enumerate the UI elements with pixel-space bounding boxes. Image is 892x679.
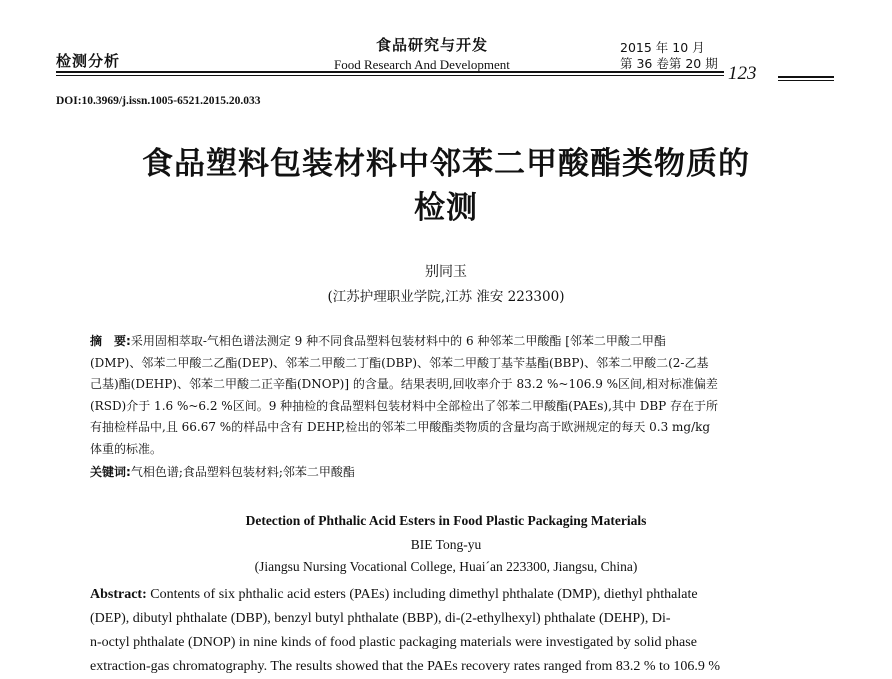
paper-title-en: Detection of Phthalic Acid Esters in Food Plastic Packaging Materials bbox=[245, 513, 647, 528]
abstract-en-line: extraction-gas chromatography. The results showed that the PAEs recovery rates ranged from 83.2 % to 106.9 % bbox=[90, 659, 721, 674]
abstract-cn-line: 体重的标准。 bbox=[90, 441, 163, 456]
issue-date: 2015 年 10 月 bbox=[620, 40, 705, 55]
issue-volume: 第 36 卷第 20 期 bbox=[620, 56, 718, 71]
doi: DOI:10.3969/j.issn.1005-6521.2015.20.033 bbox=[56, 95, 261, 107]
section-label: 检测分析 bbox=[56, 52, 121, 70]
author-en: BIE Tong-yu bbox=[410, 537, 482, 552]
paper-title-line1: 食品塑料包装材料中邻苯二甲酸酯类物质的 bbox=[142, 146, 750, 182]
abstract-en-line: n-octyl phthalate (DNOP) in nine kinds of food plastic packaging materials were investigated by solid phase bbox=[90, 635, 697, 650]
abstract-cn-line: 己基)酯(DEHP)、邻苯二甲酸二正辛酯(DNOP)] 的含量。结果表明,回收率介于 83.2 %~106.9 %区间,相对标准偏差 bbox=[90, 377, 718, 391]
page-number-rule bbox=[778, 76, 834, 78]
abstract-en-label: Abstract: bbox=[90, 587, 147, 602]
paper-title bbox=[40, 142, 852, 230]
page-number-rule-thin bbox=[778, 80, 834, 81]
abstract-cn bbox=[90, 331, 796, 460]
abstract-cn-line: (RSD)介于 1.6 %~6.2 %区间。9 种抽检的食品塑料包装材料中全部检出了邻苯二甲酸酯(PAEs),其中 DBP 存在于所 bbox=[90, 398, 719, 413]
paper-title-line2: 检测 bbox=[414, 190, 478, 226]
abstract-en bbox=[90, 583, 782, 679]
journal-name-en: Food Research And Development bbox=[334, 57, 510, 72]
abstract-en-line: Abstract: Contents of six phthalic acid esters (PAEs) including dimethyl phthalate (DMP), diethyl phthalate bbox=[90, 587, 698, 602]
affiliation-en: (Jiangsu Nursing Vocational College, Huai´an 223300, Jiangsu, China) bbox=[254, 559, 638, 574]
affiliation-cn: (江苏护理职业学院,江苏 淮安 223300) bbox=[327, 289, 565, 305]
abstract-cn-line: 摘 要:采用固相萃取-气相色谱法测定 9 种不同食品塑料包装材料中的 6 种邻苯二甲酸酯 [邻苯二甲酸二甲酯 bbox=[90, 334, 666, 348]
abstract-en-line: (DEP), dibutyl phthalate (DBP), benzyl butyl phthalate (BBP), di-(2-ethylhexyl) phthalate (DEHP), Di- bbox=[90, 611, 671, 626]
abstract-cn-line: 有抽检样品中,且 66.67 %的样品中含有 DEHP,检出的邻苯二甲酸酯类物质的含量均高于欧洲规定的每天 0.3 mg/kg bbox=[90, 420, 711, 434]
keywords-cn-label: 关键词: bbox=[90, 465, 131, 479]
abstract-cn-line: (DMP)、邻苯二甲酸二乙酯(DEP)、邻苯二甲酸二丁酯(DBP)、邻苯二甲酸丁基苄基酯(BBP)、邻苯二甲酸二(2-乙基 bbox=[90, 355, 709, 370]
abstract-cn-label: 摘 要: bbox=[90, 334, 131, 348]
journal-name-cn: 食品研究与开发 bbox=[376, 36, 489, 54]
page-number: 123 bbox=[728, 63, 757, 84]
author-cn: 别同玉 bbox=[425, 264, 467, 280]
keywords-cn-text: 气相色谱;食品塑料包装材料;邻苯二甲酸酯 bbox=[130, 465, 355, 479]
header-rule bbox=[56, 71, 724, 73]
keywords-cn bbox=[90, 463, 796, 480]
header-rule-thin bbox=[56, 75, 724, 76]
